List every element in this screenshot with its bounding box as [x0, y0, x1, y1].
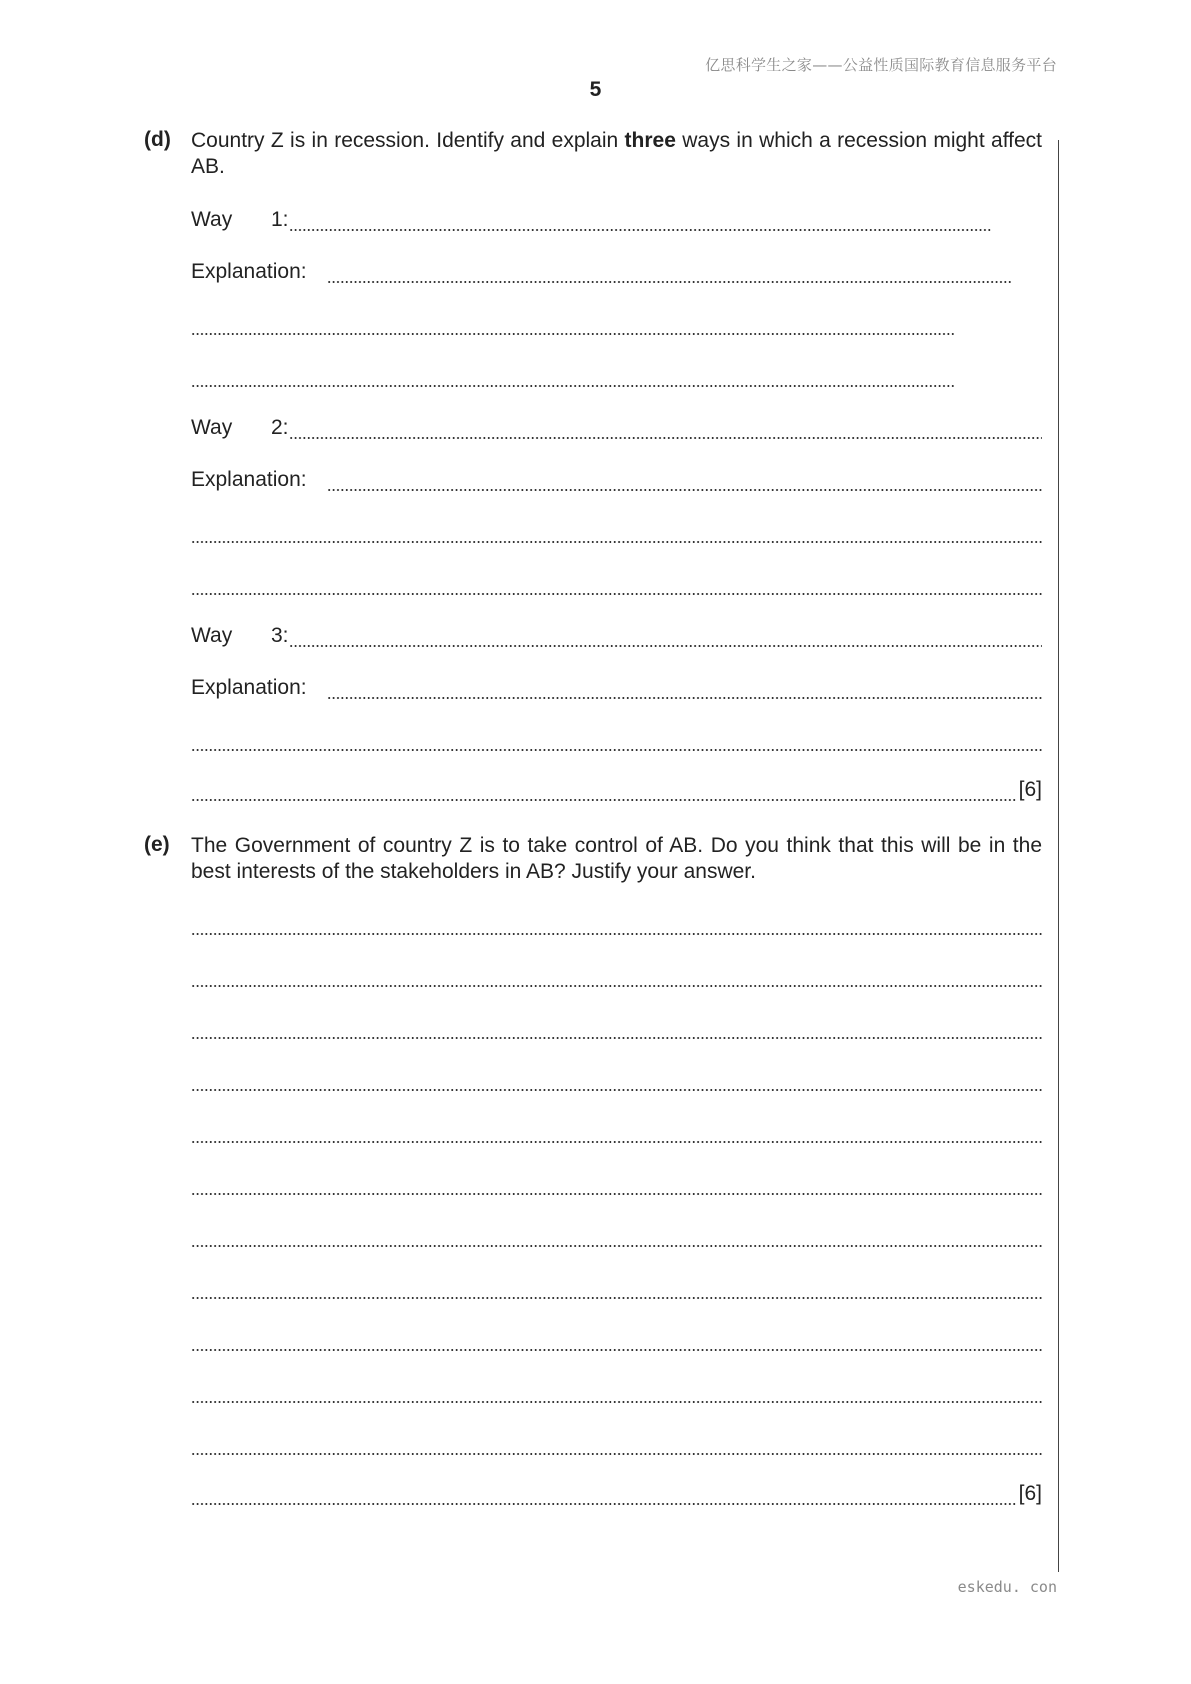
answer-e-line-7[interactable]: [191, 1220, 1042, 1248]
answer-line[interactable]: [191, 1330, 1042, 1352]
question-d-text: [191, 128, 1042, 180]
answer-e-line-11[interactable]: [191, 1428, 1042, 1456]
answer-line[interactable]: [191, 966, 1042, 988]
explanation-1-line-3[interactable]: [191, 360, 954, 388]
question-e-label: (e): [144, 833, 170, 856]
explanation-label: Explanation:: [191, 676, 307, 699]
answer-line[interactable]: [327, 678, 1042, 700]
answer-line[interactable]: [289, 210, 991, 232]
explanation-2-line-3[interactable]: [191, 568, 1042, 596]
way-number: 3:: [271, 624, 289, 647]
way-1-row[interactable]: [191, 204, 991, 232]
answer-line[interactable]: [191, 366, 954, 388]
way-label: Way: [191, 624, 233, 647]
answer-line[interactable]: [191, 522, 1042, 544]
way-3-row[interactable]: [191, 620, 1042, 648]
answer-line[interactable]: [191, 780, 1016, 802]
explanation-2-line-2[interactable]: [191, 516, 1042, 544]
way-number: 2:: [271, 416, 289, 439]
answer-line[interactable]: [191, 1174, 1042, 1196]
answer-line[interactable]: [191, 1382, 1042, 1404]
way-2-row[interactable]: [191, 412, 1042, 440]
answer-e-line-10[interactable]: [191, 1376, 1042, 1404]
answer-line[interactable]: [191, 1226, 1042, 1248]
answer-e-line-4[interactable]: [191, 1064, 1042, 1092]
answer-e-line-3[interactable]: [191, 1012, 1042, 1040]
answer-e-line-5[interactable]: [191, 1116, 1042, 1144]
marks-label: [6]: [1018, 1482, 1042, 1505]
way-number: 1:: [271, 208, 289, 231]
answer-line[interactable]: [289, 418, 1042, 440]
answer-line[interactable]: [191, 1434, 1042, 1456]
header-watermark: 亿思科学生之家——公益性质国际教育信息服务平台: [705, 56, 1057, 74]
explanation-1-line-2[interactable]: [191, 308, 954, 336]
question-d-text-bold: three: [624, 129, 676, 152]
answer-line[interactable]: [191, 1278, 1042, 1300]
question-d-label: (d): [144, 128, 171, 151]
answer-e-line-6[interactable]: [191, 1168, 1042, 1196]
explanation-2-row[interactable]: [191, 464, 1042, 492]
page-number: 5: [589, 78, 602, 101]
question-d-text-part1: Country Z is in recession. Identify and explain: [191, 129, 625, 152]
answer-line[interactable]: [191, 1484, 1016, 1506]
answer-e-line-12[interactable]: [191, 1478, 1042, 1506]
answer-line[interactable]: [191, 730, 1042, 752]
explanation-label: Explanation:: [191, 260, 307, 283]
explanation-3-line-2[interactable]: [191, 724, 1042, 752]
explanation-label: Explanation:: [191, 468, 307, 491]
way-label: Way: [191, 416, 233, 439]
way-label: Way: [191, 208, 233, 231]
answer-line[interactable]: [191, 574, 1042, 596]
question-d-text-part2: ways in which a recession might affect AB.: [191, 129, 1043, 178]
answer-line[interactable]: [191, 1018, 1042, 1040]
explanation-3-row[interactable]: [191, 672, 1042, 700]
answer-line[interactable]: [327, 470, 1042, 492]
answer-line[interactable]: [327, 262, 1011, 284]
answer-line[interactable]: [289, 626, 1042, 648]
answer-line[interactable]: [191, 914, 1042, 936]
explanation-1-row[interactable]: [191, 256, 1011, 284]
answer-e-line-9[interactable]: [191, 1324, 1042, 1352]
answer-e-line-8[interactable]: [191, 1272, 1042, 1300]
margin-rule: [1058, 140, 1059, 1572]
answer-e-line-1[interactable]: [191, 908, 1042, 936]
answer-e-line-2[interactable]: [191, 960, 1042, 988]
marks-label: [6]: [1018, 778, 1042, 801]
explanation-3-line-3[interactable]: [191, 774, 1042, 802]
question-e-text: The Government of country Z is to take control of AB. Do you think that this will be in the best interests of the stakeholders in AB? Justify your answer.: [191, 834, 1042, 883]
answer-line[interactable]: [191, 1122, 1042, 1144]
footer-site: eskedu. con: [957, 1578, 1057, 1596]
answer-line[interactable]: [191, 1070, 1042, 1092]
answer-line[interactable]: [191, 314, 954, 336]
